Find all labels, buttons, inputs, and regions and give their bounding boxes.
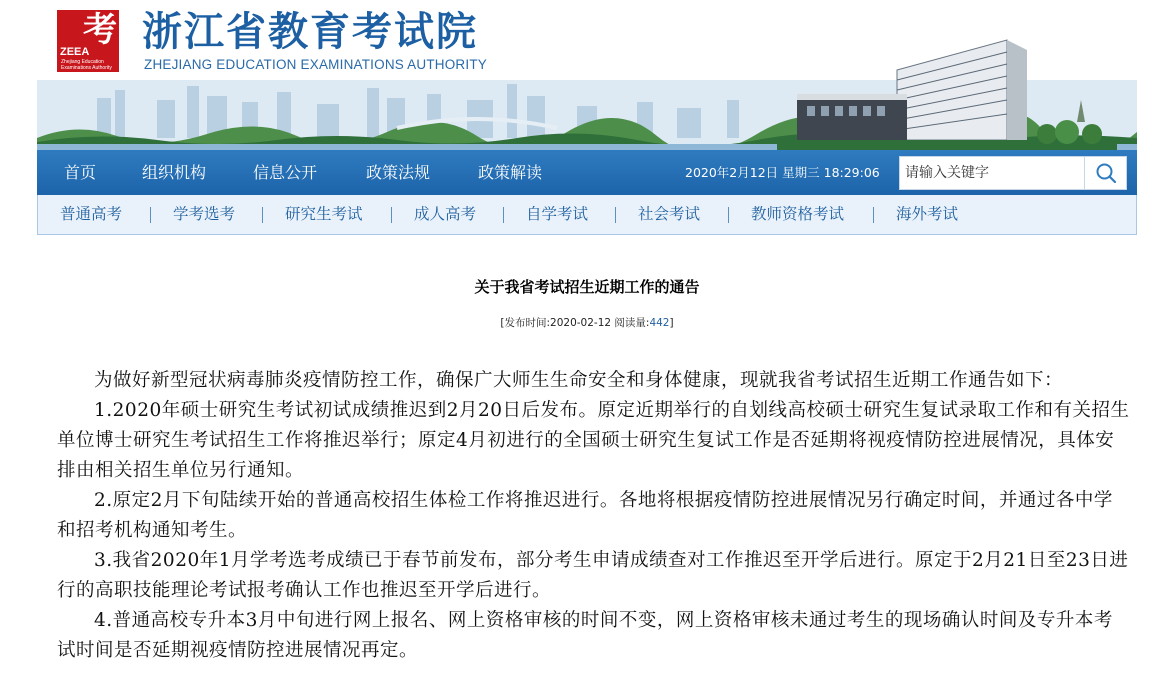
site-title: 浙江省教育考试院 <box>142 9 478 55</box>
nav-item-organization[interactable]: 组织机构 <box>142 163 207 182</box>
logo-abbreviation: ZEEA <box>60 46 90 58</box>
site-subtitle: ZHEJIANG EDUCATION EXAMINATIONS AUTHORITY <box>144 57 487 72</box>
search-button[interactable] <box>1084 157 1126 189</box>
read-count: 442 <box>649 317 670 329</box>
nav-item-policy-interpretation[interactable]: 政策解读 <box>478 163 543 182</box>
search-box <box>899 156 1127 190</box>
divider <box>615 207 616 223</box>
logo-english-text: Zhejiang Education Examinations Authority <box>61 59 112 71</box>
nav-item-home[interactable]: 首页 <box>64 163 97 182</box>
subnav-item-self-study[interactable]: 自学考试 <box>526 205 589 223</box>
subnav-item-overseas[interactable]: 海外考试 <box>896 205 959 223</box>
subnav-item-xuekao[interactable]: 学考选考 <box>173 205 236 223</box>
main-navigation <box>37 150 1137 195</box>
search-input[interactable] <box>900 157 1086 189</box>
article-meta <box>0 315 1158 330</box>
divider <box>728 207 729 223</box>
nav-item-public-info[interactable]: 信息公开 <box>253 163 318 182</box>
subnav-item-adult[interactable]: 成人高考 <box>414 205 477 223</box>
subnav-item-teacher[interactable]: 教师资格考试 <box>751 205 845 223</box>
exam-category-navigation <box>37 195 1137 235</box>
article-title: 关于我省考试招生近期工作的通告 <box>474 278 700 296</box>
publish-date-label: [发布时间:2020-02-12 阅读量: <box>500 317 650 329</box>
divider <box>262 207 263 223</box>
subnav-item-social[interactable]: 社会考试 <box>638 205 701 223</box>
current-datetime: 2020年2月12日 星期三 18:29:06 <box>685 165 880 180</box>
zeea-logo[interactable] <box>57 10 119 72</box>
divider <box>391 207 392 223</box>
article-paragraph: 1.2020年硕士研究生考试初试成绩推迟到2月20日后发布。原定近期举行的自划线高校硕士研究生复试录取工作和有关招生单位博士研究生考试招生工作将推迟举行；原定4月初进行的全国硕士研究生复试工作是否延期将视疫情防控进展情况，具体安排由相关招生单位另行通知。 <box>57 400 1130 481</box>
article-paragraph: 4.普通高校专升本3月中旬进行网上报名、网上资格审核的时间不变，网上资格审核未通过考生的现场确认时间及专升本考试时间是否延期视疫情防控进展情况再定。 <box>57 610 1113 661</box>
meta-close-bracket: ] <box>669 317 674 329</box>
site-banner <box>37 0 1137 150</box>
article-paragraph: 为做好新型冠状病毒肺炎疫情防控工作，确保广大师生生命安全和身体健康，现就我省考试招生近期工作通告如下： <box>94 370 1064 391</box>
logo-character: 考 <box>83 10 117 50</box>
article-paragraph: 2.原定2月下旬陆续开始的普通高校招生体检工作将推迟进行。各地将根据疫情防控进展情况另行确定时间，并通过各中学和招考机构通知考生。 <box>57 490 1113 541</box>
article-body <box>57 366 1130 666</box>
divider <box>150 207 151 223</box>
divider <box>873 207 874 223</box>
building-image <box>777 30 1117 150</box>
subnav-item-graduate[interactable]: 研究生考试 <box>285 205 363 223</box>
subnav-item-gaokao[interactable]: 普通高考 <box>60 205 123 223</box>
article-paragraph: 3.我省2020年1月学考选考成绩已于春节前发布，部分考生申请成绩查对工作推迟至开学后进行。原定于2月21日至23日进行的高职技能理论考试报考确认工作也推迟至开学后进行。 <box>57 550 1129 601</box>
search-icon <box>1095 162 1117 184</box>
nav-item-policies[interactable]: 政策法规 <box>366 163 431 182</box>
divider <box>503 207 504 223</box>
